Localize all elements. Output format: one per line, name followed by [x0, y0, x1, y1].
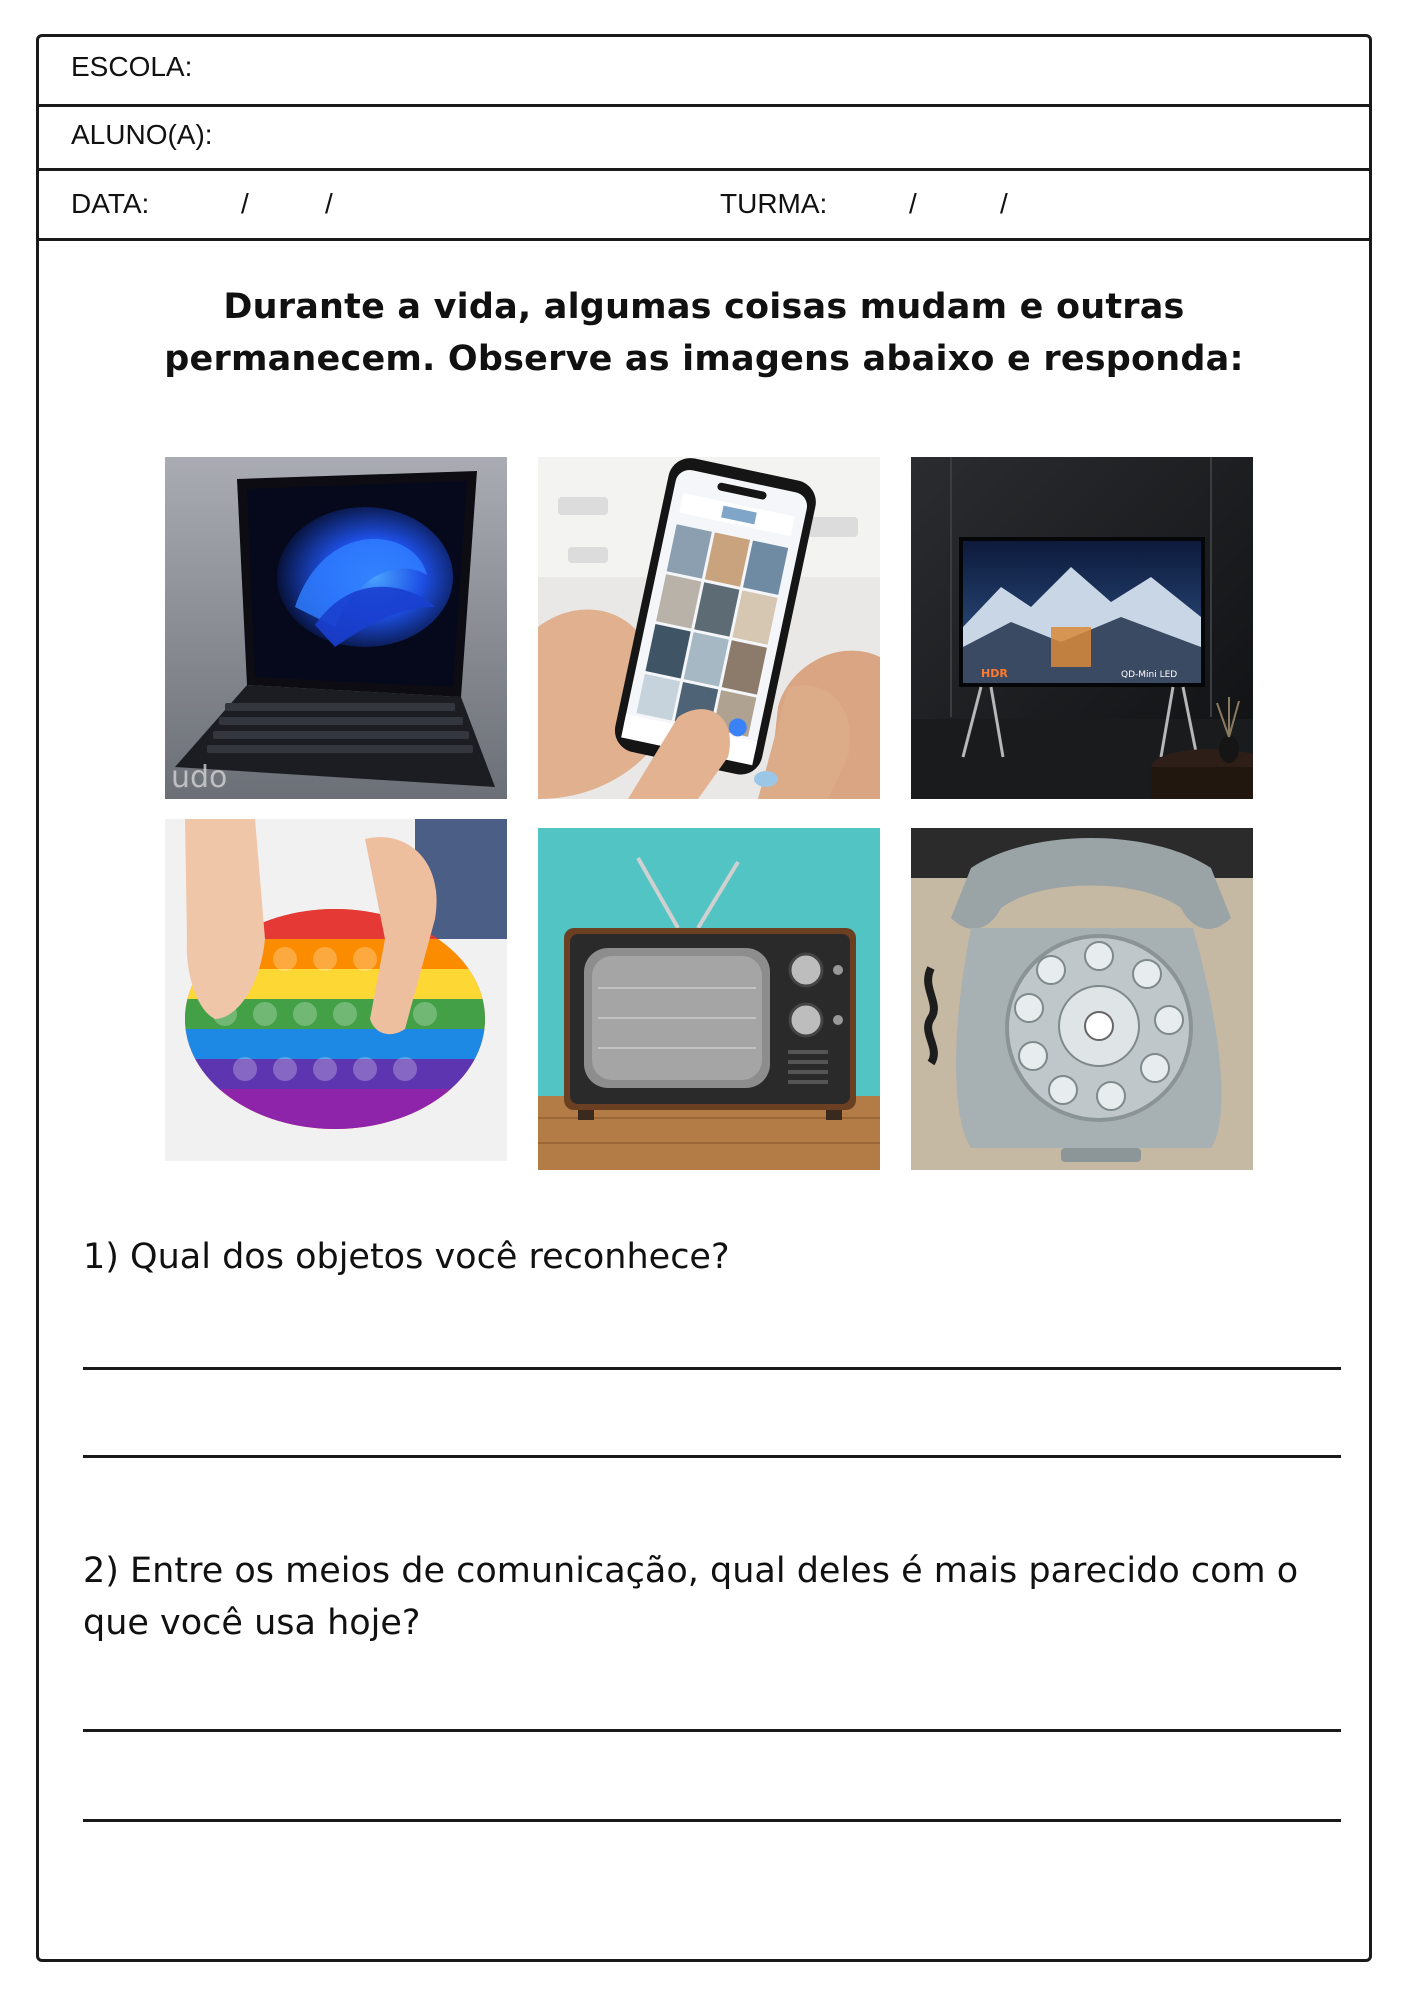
school-row [39, 37, 1369, 107]
instructions-heading [39, 281, 1369, 385]
instructions-line-2: permanecem. Observe as imagens abaixo e responda: [164, 339, 1244, 379]
retro-tv-image [538, 828, 880, 1170]
rotary-phone-image [911, 828, 1253, 1170]
date-slash-2: / [325, 188, 333, 219]
question-2-line-2: que você usa hoje? [83, 1603, 421, 1643]
date-label: DATA: [71, 188, 150, 219]
class-slash-1: / [909, 188, 917, 219]
laptop-watermark: udo [171, 760, 228, 795]
answer-line-2a[interactable] [83, 1729, 1341, 1732]
date-class-row [39, 171, 1369, 241]
instructions-line-1: Durante a vida, algumas coisas mudam e outras [223, 287, 1185, 327]
modern-tv-image [911, 457, 1253, 799]
laptop-image [165, 457, 507, 799]
question-2-line-1: 2) Entre os meios de comunicação, qual deles é mais parecido com o [83, 1551, 1299, 1591]
question-2 [83, 1545, 1298, 1649]
smartphone-image [538, 457, 880, 799]
class-label: TURMA: [720, 188, 828, 219]
worksheet-frame [36, 34, 1372, 1962]
class-slash-2: / [1000, 188, 1008, 219]
pop-it-toy-image [165, 819, 507, 1161]
school-label: ESCOLA: [71, 51, 193, 82]
answer-line-1a[interactable] [83, 1367, 1341, 1370]
tv-brand-badge: QD-Mini LED [1121, 670, 1178, 680]
student-label: ALUNO(A): [71, 119, 213, 150]
date-slash-1: / [241, 188, 249, 219]
student-row [39, 107, 1369, 171]
answer-line-2b[interactable] [83, 1819, 1341, 1822]
question-1: 1) Qual dos objetos você reconhece? [83, 1237, 730, 1277]
tv-hdr-badge: HDR [981, 667, 1008, 680]
answer-line-1b[interactable] [83, 1455, 1341, 1458]
